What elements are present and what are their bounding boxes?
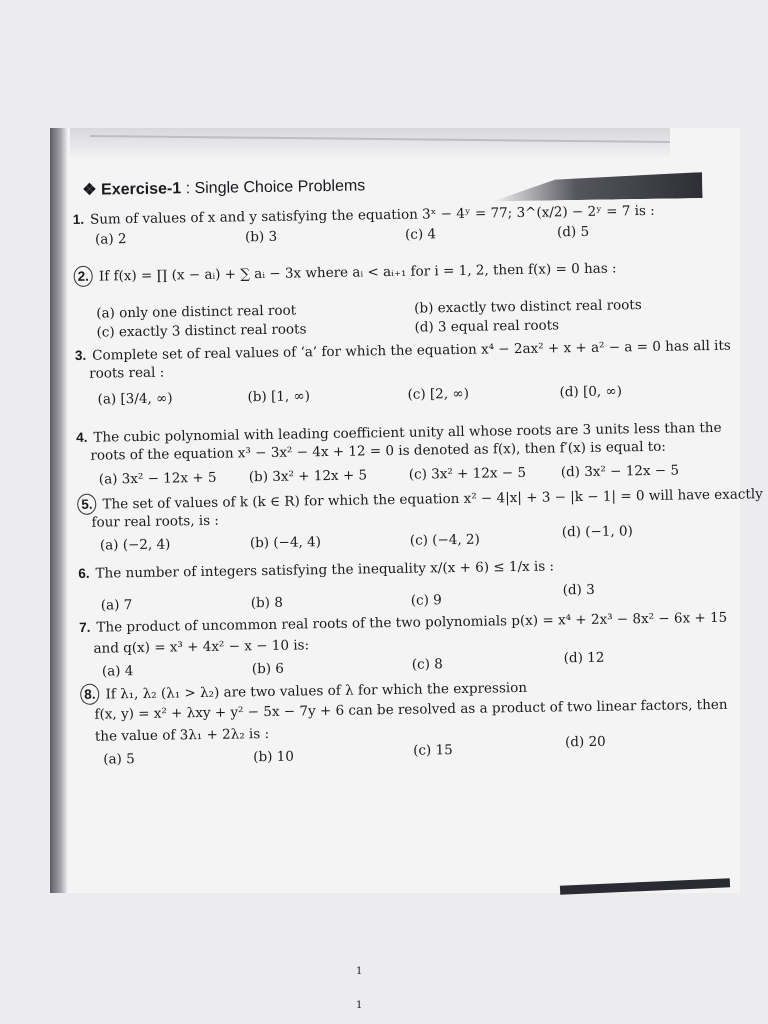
question-5: 5. The set of values of k (k ∈ R) for which the equation x² − 4|x| + 3 − |k − 1| = 0 will have exactly xyxy=(77,483,763,515)
q6-option-d: (d) 3 xyxy=(562,581,595,599)
q2-option-a: (a) only one distinct real root xyxy=(96,302,297,322)
q4-option-a: (a) 3x² − 12x + 5 xyxy=(98,469,217,488)
q1-option-d: (d) 5 xyxy=(556,223,590,241)
q8-option-c: (c) 15 xyxy=(413,742,453,759)
question-4-cont: roots of the equation x³ − 3x² − 4x + 12 = 0 is denoted as f(x), then f′(x) is equal to: xyxy=(90,438,666,464)
exercise-subtitle: : Single Choice Problems xyxy=(185,177,366,198)
q3-option-d: (d) [0, ∞) xyxy=(559,383,623,401)
q5-option-d: (d) (−1, 0) xyxy=(561,523,633,541)
q5-option-c: (c) (−4, 2) xyxy=(409,531,480,549)
question-4: 4. The cubic polynomial with leading coefficient unity all whose roots are 3 units less than the xyxy=(76,419,722,446)
q5-option-b: (b) (−4, 4) xyxy=(249,534,322,552)
q4-option-c: (c) 3x² + 12x − 5 xyxy=(408,464,527,483)
q7-option-d: (d) 12 xyxy=(563,649,605,667)
question-3: 3. Complete set of real values of ‘a’ for which the equation x⁴ − 2ax² + x + a² − a = 0 has all its xyxy=(74,337,731,364)
q3-option-b: (b) [1, ∞) xyxy=(247,388,311,406)
heading-icon: ❖ xyxy=(82,181,102,199)
q6-option-b: (b) 8 xyxy=(250,594,284,612)
page-number-lower: 1 xyxy=(356,1000,363,1011)
q2-option-c: (c) exactly 3 distinct real roots xyxy=(96,321,307,341)
question-6: 6. The number of integers satisfying the inequality x/(x + 6) ≤ 1/x is : xyxy=(78,558,555,582)
q1-option-b: (b) 3 xyxy=(244,228,278,246)
page-binding-shadow xyxy=(50,128,68,893)
exercise-label: Exercise-1 xyxy=(100,180,182,199)
q6-option-c: (c) 9 xyxy=(410,592,442,609)
q7-option-b: (b) 6 xyxy=(251,660,285,678)
q8-option-b: (b) 10 xyxy=(253,748,295,766)
q7-option-a: (a) 4 xyxy=(101,663,134,680)
question-5-cont: four real roots, is : xyxy=(91,512,220,531)
question-8-cont: f(x, y) = x² + λxy + y² − 5x − 7y + 6 can be resolved as a product of two linear factors, then xyxy=(94,696,728,723)
question-1: 1. Sum of values of x and y satisfying the equation 3ˣ − 4ʸ = 77; 3^(x/2) − 2ʸ = 7 is : xyxy=(72,202,655,228)
q4-option-b: (b) 3x² + 12x + 5 xyxy=(248,467,368,486)
q2-option-d: (d) 3 equal real roots xyxy=(414,317,560,336)
q2-option-b: (b) exactly two distinct real roots xyxy=(414,297,642,317)
q5-option-a: (a) (−2, 4) xyxy=(99,536,171,554)
q6-option-a: (a) 7 xyxy=(100,597,133,614)
question-8-cont-2: the value of 3λ₁ + 2λ₂ is : xyxy=(94,725,270,745)
q8-option-a: (a) 5 xyxy=(103,751,135,768)
page-number-upper: 1 xyxy=(356,966,363,977)
q1-option-a: (a) 2 xyxy=(94,231,127,248)
question-2: 2. If f(x) = ∏ (x − aᵢ) + ∑ aᵢ − 3x where aᵢ < aᵢ₊₁ for i = 1, 2, then f(x) = 0 has : xyxy=(74,257,617,287)
question-3-cont: roots real : xyxy=(89,364,165,382)
q4-option-d: (d) 3x² − 12x − 5 xyxy=(560,462,680,481)
q3-option-a: (a) [3/4, ∞) xyxy=(97,390,173,408)
q1-option-c: (c) 4 xyxy=(404,226,437,243)
question-8: 8. If λ₁, λ₂ (λ₁ > λ₂) are two values of λ for which the expression xyxy=(80,677,527,705)
question-7-cont: and q(x) = x³ + 4x² − x − 10 is: xyxy=(93,637,310,657)
q3-option-c: (c) [2, ∞) xyxy=(407,385,470,403)
question-7: 7. The product of uncommon real roots of the two polynomials p(x) = x⁴ + 2x³ − 8x² − 6x + 15 xyxy=(79,609,728,636)
q8-option-d: (d) 20 xyxy=(564,733,606,751)
q7-option-c: (c) 8 xyxy=(411,656,443,673)
